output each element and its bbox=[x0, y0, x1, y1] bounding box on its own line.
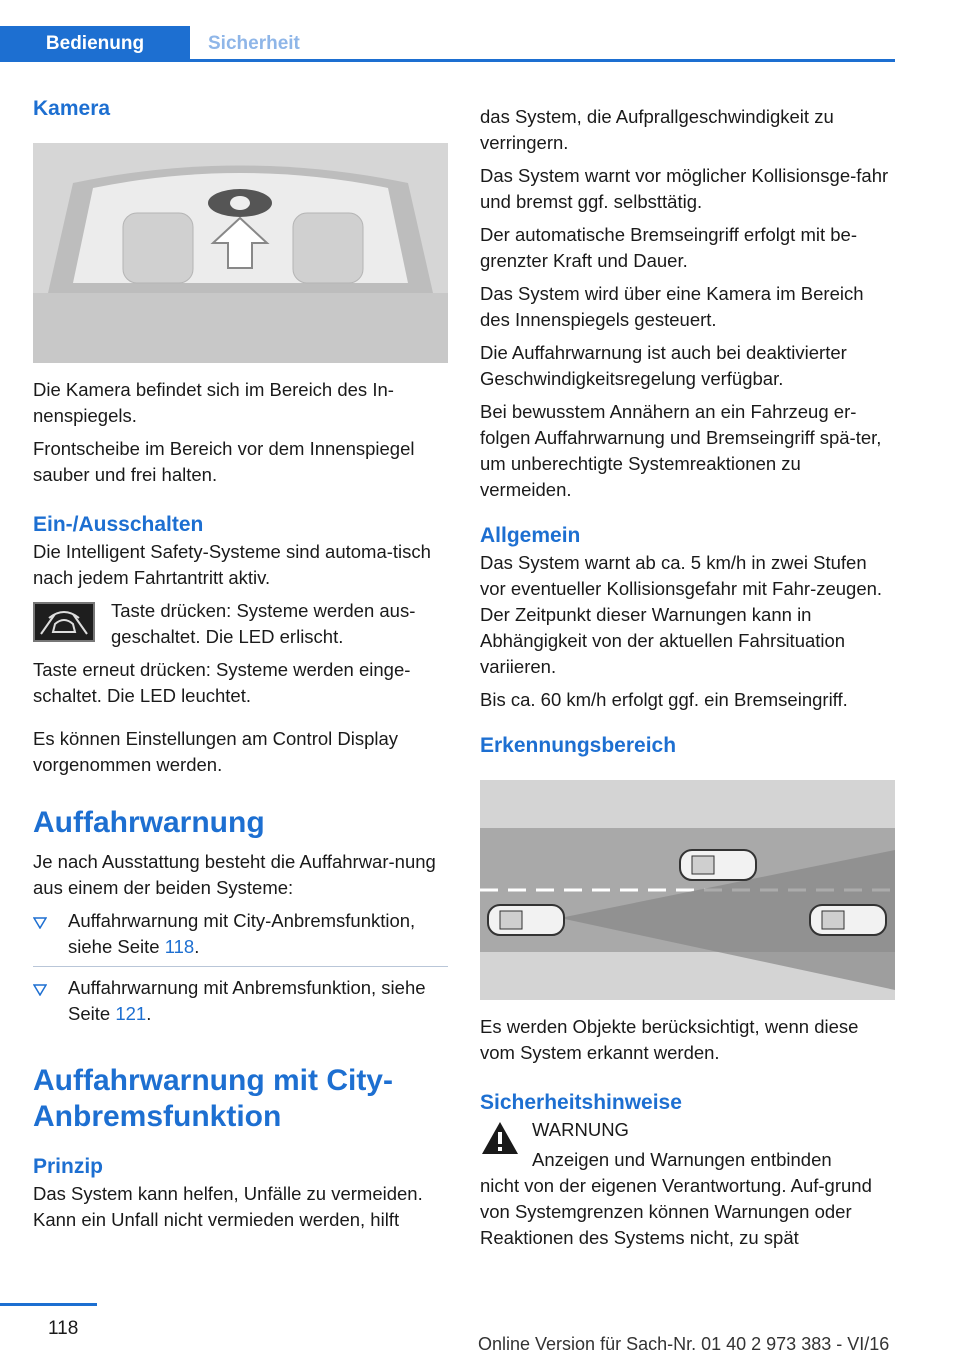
paragraph: Je nach Ausstattung besteht die Auffahrwar-nung aus einem der beiden Systeme: bbox=[33, 851, 436, 898]
right-column bbox=[480, 104, 895, 1258]
car-icon bbox=[488, 905, 564, 935]
paragraph: Es können Einstellungen am Control Display vorgenommen werden. bbox=[33, 728, 399, 775]
heading-allgemein: Allgemein bbox=[480, 524, 581, 547]
paragraph: Das System warnt ab ca. 5 km/h in zwei Stufen vor eventueller Kollisionsgefahr mit Fahr-zeugen. Der Zeitpunkt dieser Warnungen kann in Abhängigkeit von der aktuellen Fahrsituation variieren. bbox=[480, 552, 883, 677]
chapter-tabs bbox=[0, 26, 317, 62]
list-item: Auffahrwarnung mit Anbremsfunktion, siehe Seite 121. bbox=[33, 975, 448, 1027]
tab-sicherheit[interactable]: Sicherheit bbox=[190, 26, 317, 62]
list-item-text: Auffahrwarnung mit City-Anbremsfunktion, siehe Seite bbox=[68, 910, 416, 957]
page-link[interactable]: 121 bbox=[115, 1003, 147, 1024]
paragraph: Taste drücken: Systeme werden aus-geschaltet. Die LED erlischt. bbox=[111, 600, 416, 647]
detection-range-figure bbox=[480, 780, 895, 1000]
camera-figure bbox=[33, 143, 448, 363]
heading-prinzip: Prinzip bbox=[33, 1155, 104, 1178]
header-rule bbox=[0, 59, 895, 62]
paragraph: Das System wird über eine Kamera im Bereich des Innenspiegels gesteuert. bbox=[480, 283, 864, 330]
heading-auffahrwarnung: Auffahrwarnung bbox=[33, 806, 265, 839]
paragraph: Taste erneut drücken: Systeme werden einge-schaltet. Die LED leuchtet. bbox=[33, 659, 411, 706]
tab-bedienung[interactable]: Bedienung bbox=[0, 26, 190, 62]
heading-kamera: Kamera bbox=[33, 97, 111, 120]
page-number: 118 bbox=[48, 1318, 79, 1339]
paragraph: Bei bewusstem Annähern an ein Fahrzeug er-folgen Auffahrwarnung und Bremseingriff spä-ter, um unberechtigte Systemreaktionen zu vermeiden. bbox=[480, 401, 882, 500]
heading-sicherheitshinweise: Sicherheitshinweise bbox=[480, 1091, 682, 1114]
list-item: Auffahrwarnung mit City-Anbremsfunktion, siehe Seite 118. bbox=[33, 908, 448, 960]
warning-block bbox=[480, 1117, 895, 1173]
paragraph: Anzeigen und Warnungen entbinden bbox=[532, 1149, 832, 1170]
bullet-triangle-icon bbox=[33, 984, 47, 996]
list-item-text: Auffahrwarnung mit Anbremsfunktion, siehe Seite bbox=[68, 977, 426, 1024]
paragraph: Das System warnt vor möglicher Kollisionsge-fahr und bremst ggf. selbsttätig. bbox=[480, 165, 889, 212]
footer-rule bbox=[0, 1303, 97, 1306]
warning-label: WARNUNG bbox=[532, 1119, 629, 1140]
paragraph: Die Kamera befindet sich im Bereich des In-nenspiegels. bbox=[33, 379, 394, 426]
car-icon bbox=[810, 905, 886, 935]
heading-erkennungsbereich: Erkennungsbereich bbox=[480, 734, 677, 757]
paragraph: nicht von der eigenen Verantwortung. Auf-grund von Systemgrenzen können Warnungen oder Reaktionen des Systems nicht, zu spät bbox=[480, 1175, 872, 1248]
paragraph: Das System kann helfen, Unfälle zu vermeiden. Kann ein Unfall nicht vermieden werden, hilft bbox=[33, 1183, 423, 1230]
heading-ein-ausschalten: Ein-/Ausschalten bbox=[33, 513, 204, 536]
paragraph: Der automatische Bremseingriff erfolgt mit be-grenzter Kraft und Dauer. bbox=[480, 224, 858, 271]
page-link[interactable]: 118 bbox=[164, 936, 195, 957]
paragraph: Es werden Objekte berücksichtigt, wenn diese vom System erkannt werden. bbox=[480, 1016, 859, 1063]
system-list bbox=[33, 908, 448, 1027]
paragraph: Die Intelligent Safety-Systeme sind automa-tisch nach jedem Fahrtantritt aktiv. bbox=[33, 541, 431, 588]
paragraph: Bis ca. 60 km/h erfolgt ggf. ein Bremseingriff. bbox=[480, 689, 848, 710]
bullet-triangle-icon bbox=[33, 917, 47, 929]
paragraph: das System, die Aufprallgeschwindigkeit zu verringern. bbox=[480, 106, 834, 153]
footer-version: Online Version für Sach-Nr. 01 40 2 973 383 - VI/16 bbox=[478, 1334, 890, 1354]
heading-auffahrwarnung-city: Auffahrwarnung mit City-Anbremsfunktion bbox=[33, 1064, 393, 1133]
button-instruction bbox=[33, 598, 448, 650]
car-icon bbox=[680, 850, 756, 880]
warning-triangle-icon bbox=[480, 1120, 520, 1156]
left-column bbox=[33, 95, 448, 1240]
paragraph: Frontscheibe im Bereich vor dem Innenspiegel sauber und frei halten. bbox=[33, 438, 415, 485]
collision-warning-button-icon bbox=[33, 602, 95, 642]
paragraph: Die Auffahrwarnung ist auch bei deaktivierter Geschwindigkeitsregelung verfügbar. bbox=[480, 342, 847, 389]
